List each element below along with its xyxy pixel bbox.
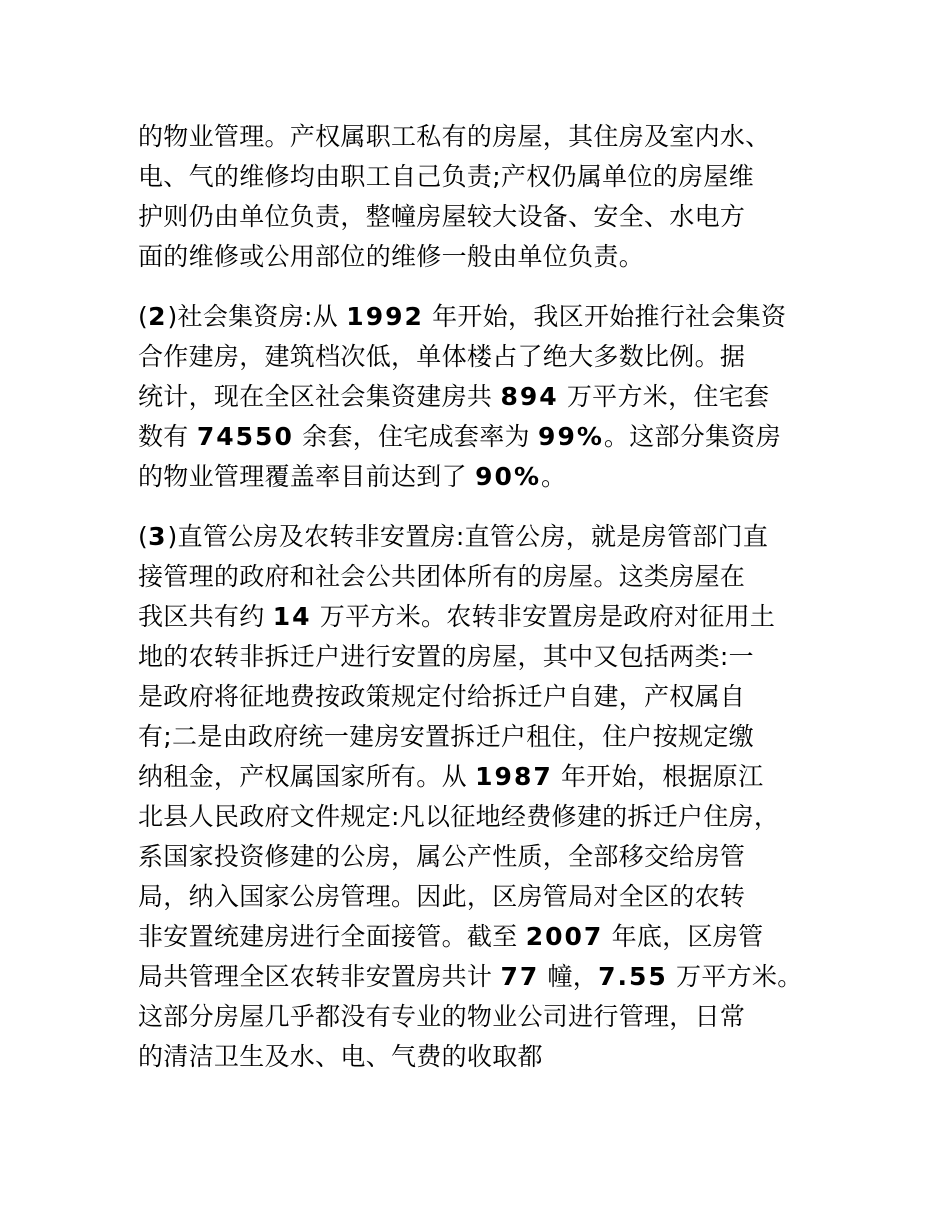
text-line: 有;二是由政府统一建房安置拆迁户租住，住户按规定缴 bbox=[138, 722, 754, 751]
text-line: (2)社会集资房:从 1992 年开始，我区开始推行社会集资 bbox=[138, 302, 787, 331]
text-line: 非安置统建房进行全面接管。截至 2007 年底，区房管 bbox=[138, 922, 764, 951]
text-line: 护则仍由单位负责，整幢房屋较大设备、安全、水电方 bbox=[138, 202, 746, 231]
text-line: 的清洁卫生及水、电、气费的收取都 bbox=[138, 1042, 543, 1071]
document-body bbox=[138, 117, 818, 1077]
text-line: 北县人民政府文件规定:凡以征地经费修建的拆迁户住房， bbox=[138, 802, 780, 831]
text-line: 数有 74550 余套，住宅成套率为 99%。这部分集资房 bbox=[138, 422, 781, 451]
text-line: 是政府将征地费按政策规定付给拆迁户自建，产权属自 bbox=[138, 682, 746, 711]
text-line: 统计，现在全区社会集资建房共 894 万平方米，住宅套 bbox=[138, 382, 770, 411]
text-line: 我区共有约 14 万平方米。农转非安置房是政府对征用土 bbox=[138, 602, 776, 631]
text-line: 合作建房，建筑档次低，单体楼占了绝大多数比例。据 bbox=[138, 342, 746, 371]
text-line: 这部分房屋几乎都没有专业的物业公司进行管理，日常 bbox=[138, 1002, 746, 1031]
text-line: 面的维修或公用部位的维修一般由单位负责。 bbox=[138, 242, 645, 271]
text-line: 系国家投资修建的公房，属公产性质，全部移交给房管 bbox=[138, 842, 746, 871]
text-line: 局共管理全区农转非安置房共计 77 幢，7.55 万平方米。 bbox=[138, 962, 803, 991]
paragraph-public-and-resettlement-housing bbox=[138, 517, 818, 1077]
text-line: 电、气的维修均由职工自己负责;产权仍属单位的房屋维 bbox=[138, 162, 754, 191]
text-line: (3)直管公房及农转非安置房:直管公房，就是房管部门直 bbox=[138, 522, 769, 551]
text-line: 地的农转非拆迁户进行安置的房屋，其中又包括两类:一 bbox=[138, 642, 754, 671]
text-line: 接管理的政府和社会公共团体所有的房屋。这类房屋在 bbox=[138, 562, 746, 591]
paragraph-gap bbox=[138, 277, 818, 297]
paragraph-gap bbox=[138, 497, 818, 517]
text-line: 纳租金，产权属国家所有。从 1987 年开始，根据原江 bbox=[138, 762, 764, 791]
paragraph-property-management bbox=[138, 117, 818, 277]
text-line: 的物业管理。产权属职工私有的房屋，其住房及室内水、 bbox=[138, 122, 771, 151]
paragraph-social-fund-housing bbox=[138, 297, 818, 497]
text-line: 局，纳入国家公房管理。因此，区房管局对全区的农转 bbox=[138, 882, 746, 911]
text-line: 的物业管理覆盖率目前达到了 90%。 bbox=[138, 462, 567, 491]
